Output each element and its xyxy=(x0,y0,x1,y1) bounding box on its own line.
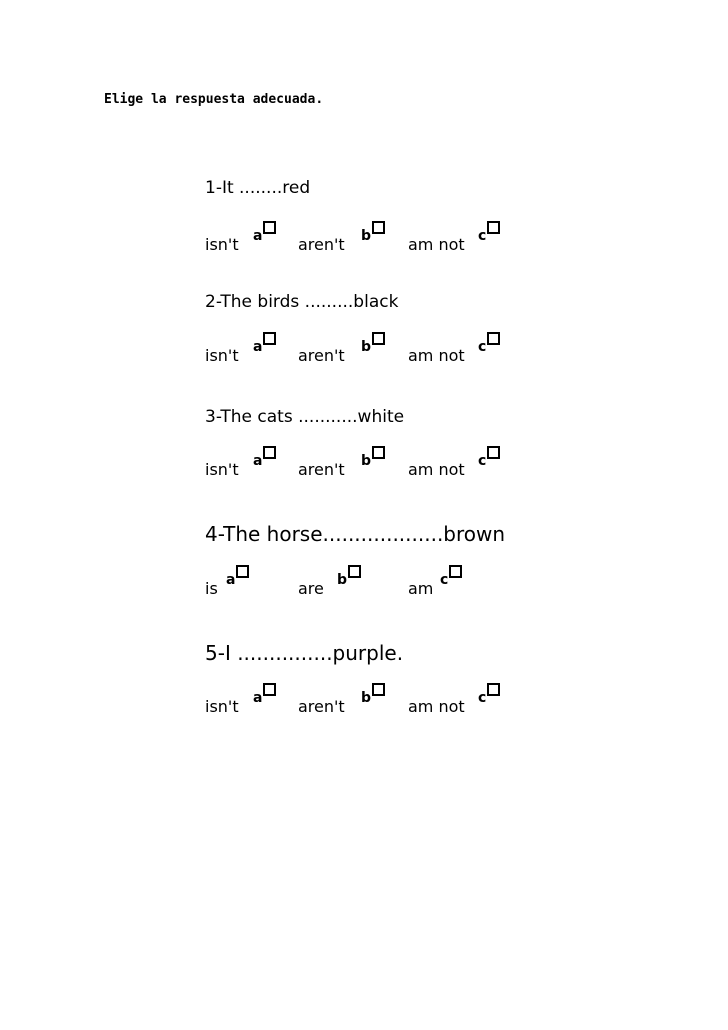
question-2-prompt: 2-The birds .........black xyxy=(205,292,399,312)
q4-checkbox-a[interactable]: a xyxy=(226,573,249,587)
instruction-text: Elige la respuesta adecuada. xyxy=(104,92,324,107)
q3-option-b: aren't xyxy=(298,460,345,479)
question-3-prompt: 3-The cats ...........white xyxy=(205,407,405,427)
checkbox-icon[interactable] xyxy=(449,565,462,578)
q1-option-c: am not xyxy=(408,235,465,254)
question-1-prompt: 1-It ........red xyxy=(205,178,311,198)
q2-checkbox-c[interactable]: c xyxy=(478,340,500,354)
q2-checkbox-b[interactable]: b xyxy=(361,340,385,354)
q3-option-c: am not xyxy=(408,460,465,479)
q2-option-c: am not xyxy=(408,346,465,365)
q5-checkbox-a[interactable]: a xyxy=(253,691,276,705)
q3-checkbox-a[interactable]: a xyxy=(253,454,276,468)
q3-checkbox-c[interactable]: c xyxy=(478,454,500,468)
q5-option-a: isn't xyxy=(205,697,239,716)
q4-checkbox-b[interactable]: b xyxy=(337,573,361,587)
question-4-prompt: 4-The horse...................brown xyxy=(205,522,506,546)
q1-option-a: isn't xyxy=(205,235,239,254)
q5-option-c: am not xyxy=(408,697,465,716)
checkbox-icon[interactable] xyxy=(372,446,385,459)
checkbox-icon[interactable] xyxy=(372,332,385,345)
q5-checkbox-c[interactable]: c xyxy=(478,691,500,705)
q1-checkbox-a[interactable]: a xyxy=(253,229,276,243)
checkbox-icon[interactable] xyxy=(263,446,276,459)
q2-option-b: aren't xyxy=(298,346,345,365)
q4-option-c: am xyxy=(408,579,434,598)
checkbox-icon[interactable] xyxy=(348,565,361,578)
q5-option-b: aren't xyxy=(298,697,345,716)
q2-option-a: isn't xyxy=(205,346,239,365)
checkbox-icon[interactable] xyxy=(487,446,500,459)
checkbox-icon[interactable] xyxy=(487,683,500,696)
q1-option-b: aren't xyxy=(298,235,345,254)
checkbox-icon[interactable] xyxy=(372,221,385,234)
q3-option-a: isn't xyxy=(205,460,239,479)
checkbox-icon[interactable] xyxy=(487,221,500,234)
q3-checkbox-b[interactable]: b xyxy=(361,454,385,468)
checkbox-icon[interactable] xyxy=(487,332,500,345)
checkbox-icon[interactable] xyxy=(372,683,385,696)
q4-option-a: is xyxy=(205,579,218,598)
checkbox-icon[interactable] xyxy=(263,332,276,345)
q1-checkbox-b[interactable]: b xyxy=(361,229,385,243)
checkbox-icon[interactable] xyxy=(236,565,249,578)
checkbox-icon[interactable] xyxy=(263,683,276,696)
q1-checkbox-c[interactable]: c xyxy=(478,229,500,243)
q2-checkbox-a[interactable]: a xyxy=(253,340,276,354)
q4-checkbox-c[interactable]: c xyxy=(440,573,462,587)
q4-option-b: are xyxy=(298,579,324,598)
question-5-prompt: 5-I ...............purple. xyxy=(205,641,404,665)
q5-checkbox-b[interactable]: b xyxy=(361,691,385,705)
checkbox-icon[interactable] xyxy=(263,221,276,234)
